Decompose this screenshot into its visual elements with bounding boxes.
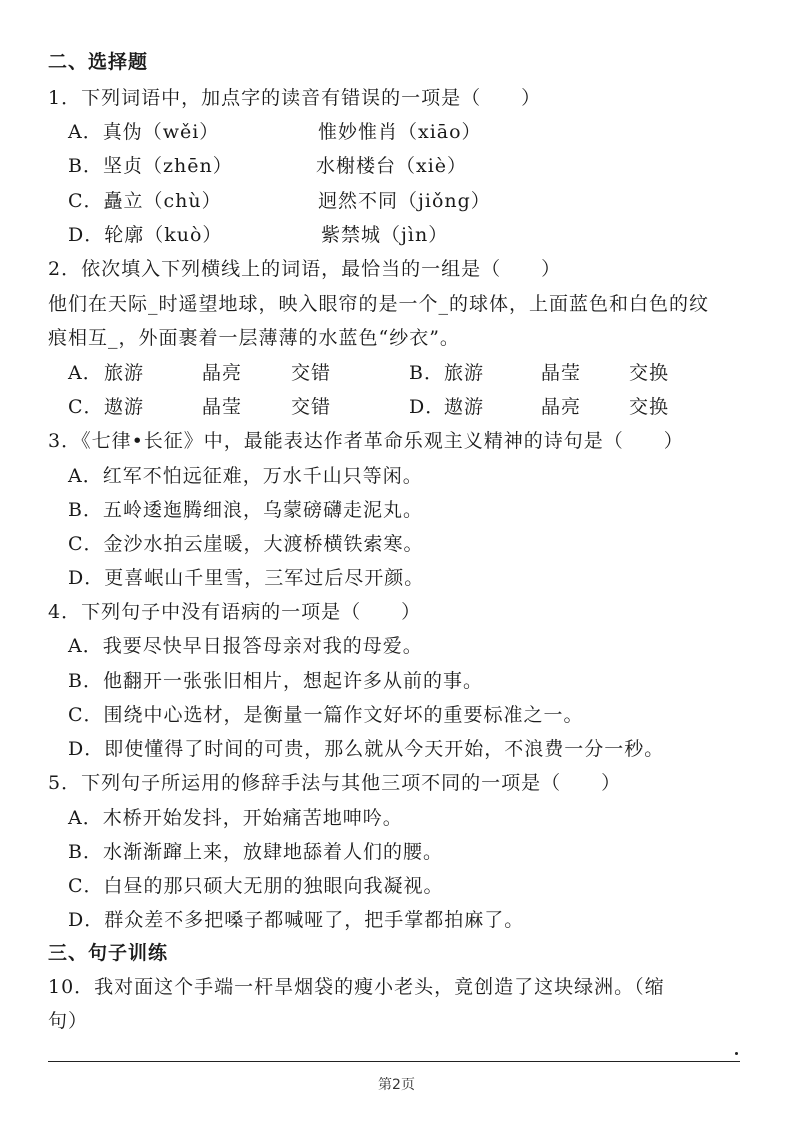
question-2-stem: 2．依次填入下列横线上的词语，最恰当的一组是（ ）	[48, 258, 562, 280]
question-3-option-d: D．更喜岷山千里雪，三军过后尽开颜。	[68, 567, 425, 589]
question-4-stem: 4．下列句子中没有语病的一项是（ ）	[48, 601, 422, 623]
section-heading-sentence-training: 三、句子训练	[48, 942, 169, 964]
question-10-line-2: 句）	[48, 1010, 89, 1032]
question-1-option-c-right: 迥然不同（jiǒng）	[318, 190, 491, 212]
question-5-option-c: C．白昼的那只硕大无朋的独眼向我凝视。	[68, 875, 444, 897]
question-4-option-d: D．即使懂得了时间的可贵，那么就从今天开始，不浪费一分一秒。	[68, 738, 665, 760]
question-2-option-a-word-2: 晶亮	[202, 362, 243, 384]
answer-line[interactable]	[48, 1061, 740, 1062]
question-2-option-b-word-1: 旅游	[444, 362, 485, 384]
question-2-option-a-label: A．	[68, 362, 103, 384]
question-4-option-b: B．他翻开一张张旧相片，想起许多从前的事。	[68, 670, 483, 692]
question-1-option-b-left: B．坚贞（zhēn）	[68, 155, 233, 177]
question-5-option-d: D．群众差不多把嗓子都喊哑了，把手掌都拍麻了。	[68, 909, 525, 931]
question-2-option-a-word-3: 交错	[291, 362, 332, 384]
question-2-option-a-word-1: 旅游	[104, 362, 145, 384]
question-3-option-a: A．红军不怕远征难，万水千山只等闲。	[68, 465, 423, 487]
answer-period	[735, 1052, 738, 1055]
question-1-option-a-left: A．真伪（wěi）	[68, 121, 220, 143]
question-2-option-b-word-3: 交换	[629, 362, 670, 384]
question-2-option-d-label: D．	[409, 396, 446, 418]
question-2-option-d-word-2: 晶亮	[541, 396, 582, 418]
question-2-option-b-label: B．	[409, 362, 444, 384]
question-1-stem: 1．下列词语中，加点字的读音有错误的一项是（ ）	[48, 87, 542, 109]
question-2-option-b-word-2: 晶莹	[541, 362, 582, 384]
question-5-option-a: A．木桥开始发抖，开始痛苦地呻吟。	[68, 807, 403, 829]
question-1-option-a-right: 惟妙惟肖（xiāo）	[318, 121, 482, 143]
question-3-option-c: C．金沙水拍云崖暖，大渡桥横铁索寒。	[68, 533, 424, 555]
question-2-option-c-word-1: 遨游	[104, 396, 145, 418]
question-10-line-1: 10．我对面这个手端一杆旱烟袋的瘦小老头，竟创造了这块绿洲。（缩	[48, 976, 665, 998]
question-2-option-c-label: C．	[68, 396, 104, 418]
page-number: 第2页	[378, 1077, 415, 1093]
question-2-option-d-word-1: 遨游	[444, 396, 485, 418]
question-2-option-c-word-2: 晶莹	[202, 396, 243, 418]
question-2-option-d-word-3: 交换	[629, 396, 670, 418]
question-4-option-a: A．我要尽快早日报答母亲对我的母爱。	[68, 635, 423, 657]
section-heading-choice: 二、选择题	[48, 51, 149, 73]
question-5-stem: 5．下列句子所运用的修辞手法与其他三项不同的一项是（ ）	[48, 772, 622, 794]
question-1-option-d-right: 紫禁城（jìn）	[321, 224, 449, 246]
question-4-option-c: C．围绕中心选材，是衡量一篇作文好坏的重要标准之一。	[68, 704, 584, 726]
question-2-passage-line-2: 痕相互_，外面裹着一层薄薄的水蓝色“纱衣”。	[48, 327, 460, 349]
question-3-option-b: B．五岭逶迤腾细浪，乌蒙磅礴走泥丸。	[68, 499, 423, 521]
question-1-option-d-left: D．轮廓（kuò）	[68, 224, 223, 246]
question-1-option-b-right: 水榭楼台（xiè）	[316, 155, 468, 177]
question-1-option-c-left: C．矗立（chù）	[68, 190, 222, 212]
question-3-stem: 3．《七律•长征》中，最能表达作者革命乐观主义精神的诗句是（ ）	[48, 430, 684, 452]
question-2-passage-line-1: 他们在天际_时遥望地球，映入眼帘的是一个_的球体，上面蓝色和白色的纹	[48, 293, 710, 315]
question-5-option-b: B．水渐渐蹿上来，放肆地舔着人们的腰。	[68, 841, 443, 863]
question-2-option-c-word-3: 交错	[291, 396, 332, 418]
